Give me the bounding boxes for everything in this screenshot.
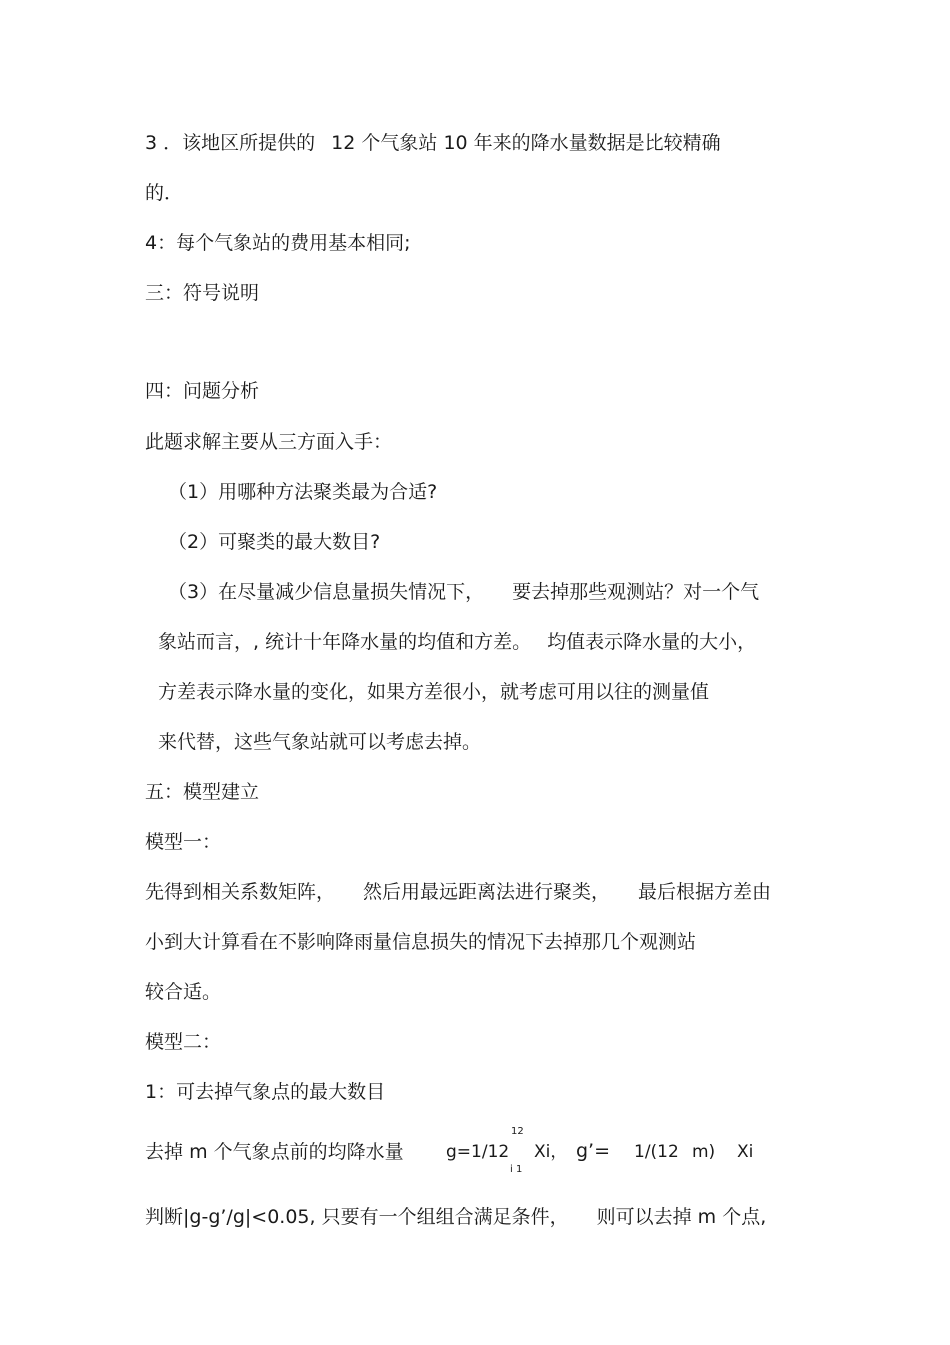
list-item-3-cont-2: 方差表示降水量的变化，如果方差很小，就考虑可用以往的测量值 xyxy=(158,681,710,703)
paragraph-model-1-line-3: 较合适。 xyxy=(145,981,222,1003)
list-item-3-cont-1: 象站而言，, 统计十年降水量的均值和方差。 均值表示降水量的大小， xyxy=(158,631,757,653)
section-heading-analysis: 四：问题分析 xyxy=(145,380,260,402)
paragraph-condition: 判断|g-g’/g|<0.05, 只要有一个组组合满足条件， 则可以去掉 m 个点, xyxy=(145,1206,767,1228)
list-item-3-cont-3: 来代替，这些气象站就可以考虑去掉。 xyxy=(158,731,482,753)
section-heading-symbols: 三：符号说明 xyxy=(145,282,260,304)
paragraph-max-removal: 1：可去掉气象点的最大数目 xyxy=(145,1081,386,1103)
sum-lower-limit: i 1 xyxy=(510,1164,523,1175)
sum-upper-limit: 12 xyxy=(511,1126,524,1137)
paragraph-assumption-3: 3 ．该地区所提供的 12 个气象站 10 年来的降水量数据是比较精确 xyxy=(145,132,721,154)
subheading-model-2: 模型二： xyxy=(145,1031,222,1053)
paragraph-assumption-4: 4：每个气象站的费用基本相同; xyxy=(145,232,411,254)
list-item-3: （3）在尽量减少信息量损失情况下， 要去掉那些观测站？对一个气 xyxy=(168,581,760,603)
list-item-2: （2）可聚类的最大数目? xyxy=(168,531,381,553)
formula-gprime: g’= xyxy=(576,1140,611,1162)
formula-xi-1: Xi， xyxy=(534,1142,568,1162)
formula-xi-2: Xi xyxy=(737,1142,754,1162)
formula-m: m) xyxy=(692,1142,716,1162)
paragraph-analysis-intro: 此题求解主要从三方面入手： xyxy=(145,431,393,453)
paragraph-mean-precip: 去掉 m 个气象点前的均降水量 xyxy=(145,1141,404,1163)
formula-g: g=1/12 xyxy=(446,1142,510,1162)
paragraph-model-1-line-1: 先得到相关系数矩阵， 然后用最远距离法进行聚类， 最后根据方差由 xyxy=(145,881,772,903)
paragraph-model-1-line-2: 小到大计算看在不影响降雨量信息损失的情况下去掉那几个观测站 xyxy=(145,931,697,953)
subheading-model-1: 模型一： xyxy=(145,831,222,853)
section-heading-model: 五：模型建立 xyxy=(145,781,260,803)
formula-rhs: 1/(12 xyxy=(634,1142,679,1162)
list-item-1: （1）用哪种方法聚类最为合适? xyxy=(168,481,438,503)
paragraph-assumption-3-cont: 的． xyxy=(145,182,184,204)
